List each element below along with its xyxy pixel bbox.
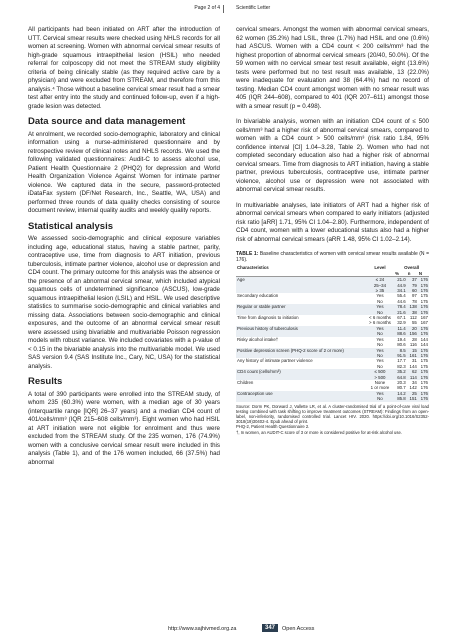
page-number: 347: [262, 624, 278, 632]
cell-total: 176: [418, 288, 429, 293]
cell-total: 176: [420, 379, 428, 385]
cell-percent: 78.4: [394, 304, 407, 309]
cell-n: 116: [409, 342, 417, 348]
cell-percent: 11.4: [394, 326, 407, 331]
cell-total: 176: [418, 283, 429, 288]
cell-level: None: [374, 379, 386, 385]
table-note-source: Source: Dorm PK, Dorward J, Vallette LR, et al. A cluster-randomised trial of a point-of-care viral load testing combined with task shifting to improve treatment outcomes (STREAM): Findings from an open-label, non-inferiority, randomised controlled trial. Lancet HIV. 2020. https://doi.org/10.1016/S2352-3018(19)30402-4. Epub ahead of print.: [236, 403, 429, 425]
section-heading-statistics: Statistical analysis: [28, 220, 114, 232]
cell-characteristic: Time from diagnosis to initiation: [237, 315, 299, 321]
cell-level: No: [366, 331, 394, 336]
cell-level: ≤ 500: [366, 369, 394, 374]
cell-level: ≤ 24: [366, 277, 394, 283]
baseline-characteristics-table: [236, 265, 429, 401]
cell-total: 144: [420, 342, 428, 348]
cell-total: 176: [418, 310, 429, 315]
cell-total: 176: [418, 277, 429, 283]
cell-level: Yes: [366, 326, 394, 331]
table-caption-label: TABLE 1:: [236, 251, 259, 257]
cell-total: 175: [420, 358, 428, 364]
cell-n: 34: [411, 379, 417, 385]
bivariable-paragraph: In bivariable analysis, women with an initiation CD4 count of ≤ 500 cells/mm³ had a higher risk of abnormal cervical smears, compared to women with a CD4 count > 500 cells/mm³ (risk ratio 1.84, 95% confidence interval [CI] 1.04–3.28, Table 2). Women who had not completed secondary education also had a higher risk of abnormal cervical smears. Time from diagnosis to ART initiation, having a stable partner, previous tuberculosis, contraceptive use, intimate partner violence, alcohol use or depression were not associated with abnormal cervical smear results.: [236, 118, 429, 193]
cell-percent: 44.6: [397, 298, 406, 304]
cell-level: Yes: [366, 348, 394, 353]
cell-level: No: [366, 396, 394, 401]
cell-total: 176: [418, 396, 429, 401]
col-header-overall: Overall: [404, 265, 420, 271]
cell-level: No: [366, 353, 394, 358]
cell-level: ≥ 35: [366, 288, 394, 293]
table-note-phq: PHQ-2, Patient Health Questionnaire 2.: [236, 424, 310, 430]
cell-total: 176: [418, 348, 429, 353]
cell-percent: 85.8: [394, 396, 407, 401]
cell-total: 176: [418, 353, 429, 358]
cell-percent: 35.2: [394, 369, 407, 374]
cell-level: No: [377, 298, 383, 304]
cell-level: No: [377, 363, 383, 369]
results-paragraph-continued: cervical smears. Amongst the women with abnormal cervical smears, 62 women (35.2%) had LSIL, three (1.7%) had HSIL and one (0.6%) had ASCUS. Women with a CD4 count < 200 cells/mm³ had the highest proportion of abnormal cervical smears (20/40, 50.0%). Of the 59 women with no cervical smear test result available, eight (13.6%) tests were performed but no test result was available, 13 (22.0%) were inadequate for evaluation and 38 (64.4%) had no record of testing. Median CD4 count amongst women with no smear result was 405 (IQR 244–608), compared to 401 (IQR 207–611) amongst those with a smear result (p = 0.498).: [236, 26, 429, 110]
results-paragraph: A total of 390 participants were enrolled into the STREAM study, of whom 235 (60.3%) were women, with a median age of 30 years (interquartile range [IQR] 26–37 years) and a median CD4 count of 401/cells/mm³ (IQR 215–608 cells/mm³). Eight women who had HSIL at ART initiation were not eligible for enrolment and thus were excluded from the STREAM study. Of the 235 women, 176 (74.9%) women with a conclusive cervical smear result were included in this analysis (Table 1), and of the 176 women included, 66 (37.5%) had abnormal: [28, 390, 220, 466]
cell-percent: 14.2: [394, 391, 407, 396]
cell-percent: 21.6: [394, 310, 407, 315]
table-notes: [236, 404, 429, 435]
right-column: [236, 26, 429, 435]
table-note-dagger: †, In women, an AUDIT-C score of 3 or more is considered positive for at-risk alcohol use.: [236, 429, 402, 435]
cell-n: 28: [411, 336, 417, 342]
col-header-n: n: [407, 271, 418, 277]
cell-level: 25–34: [366, 283, 394, 288]
multivariable-paragraph: In multivariable analyses, late initiators of ART had a higher risk of abnormal cervical smears when compared to early initiators (adjusted risk ratio [aRR] 1.71, 95% CI 1.04–2.80). Furthermore, independent of CD4 count, women with a lower educational status also had a higher risk of abnormal cervical smears (aRR 1.48, 95% CI 1.02–2.14).: [236, 201, 429, 243]
journal-section: Scientific Letter: [236, 5, 271, 11]
journal-url-link[interactable]: http://www.sajhivmed.org.za: [168, 626, 237, 632]
cell-total: 176: [418, 304, 429, 309]
cell-n: 79: [407, 283, 418, 288]
cell-n: 60: [407, 288, 418, 293]
cell-characteristic: Age: [236, 277, 366, 283]
cell-total: 176: [418, 331, 429, 336]
data-source-paragraph: At enrolment, we recorded socio-demographic, laboratory and clinical information using a nurse-administered questionnaire and by retrospective review of clinical notes and NHLS records. We used the following validated questionnaires: Audit-C to assess alcohol use, Patient Health Questionnaire 2 (PHQ2) for depression and World Health Organization Violence Against Women for intimate partner violence. We captured data in the secure, password-protected iDataFax system (DF/Net Research, Inc., Seattle, WA, USA) and performed three rounds of data quality checks consisting of source document review, internal quality audits and weekly quality reports.: [28, 130, 220, 214]
cell-n: 55: [411, 320, 417, 326]
cell-level: Yes: [376, 358, 384, 364]
cell-n: 112: [409, 315, 417, 321]
table-caption-text: Baseline characteristics of women with cervical smear results available (N = 176).: [236, 251, 430, 264]
cell-n: 114: [407, 375, 418, 380]
cell-n: 97: [411, 293, 417, 299]
cell-characteristic: Risky alcohol intake†: [237, 336, 279, 342]
cell-percent: 67.1: [397, 315, 406, 321]
cell-level: > 6 months: [369, 320, 391, 326]
cell-level: Yes: [376, 336, 384, 342]
cell-n: 25: [407, 391, 418, 396]
cell-percent: 17.7: [397, 358, 406, 364]
cell-n: 142: [409, 385, 417, 391]
col-header-characteristics: Characteristics: [237, 265, 269, 271]
cell-characteristic: [236, 396, 366, 401]
cell-percent: 8.5: [394, 348, 407, 353]
cell-level: > 500: [366, 375, 394, 380]
cell-percent: 21.0: [394, 277, 407, 283]
page-header: [0, 5, 453, 15]
page-footer: [0, 624, 453, 636]
cell-n: 156: [407, 331, 418, 336]
cell-n: 151: [407, 396, 418, 401]
cell-percent: 80.7: [397, 385, 406, 391]
cell-total: 176: [418, 326, 429, 331]
cell-percent: 34.1: [394, 288, 407, 293]
cell-percent: 32.9: [397, 320, 406, 326]
cell-characteristic: Positive depression screen (PHQ-2 score of 2 or more): [236, 348, 366, 353]
open-access-label: Open Access: [282, 626, 315, 632]
cell-percent: 88.6: [394, 331, 407, 336]
cell-level: 1 or more: [370, 385, 390, 391]
cell-characteristic: Secondary education: [237, 293, 279, 299]
cell-total: 175: [420, 363, 428, 369]
page-label: Page 2 of 4: [194, 5, 220, 11]
header-divider: [223, 5, 224, 13]
intro-paragraph: All participants had been initiated on ART after the introduction of UTT. Cervical smear results were checked using NHLS records for all women at screening. Women with abnormal cervical smear results of high-grade squamous intraepithelial lesion (HSIL) who needed referral for colposcopy did not meet the STREAM study eligibility criteria of being clinically stable (as they required active care by a physician) and were excluded from STREAM, and therefore from this analysis.⁴ Those without a baseline cervical smear result had a smear test after entry into the study and continued follow-up, even if a high-grade lesion was detected.: [28, 26, 220, 110]
cell-characteristic: Children: [237, 379, 254, 385]
cell-percent: 64.8: [394, 375, 407, 380]
cell-total: 176: [420, 385, 428, 391]
cell-percent: 80.6: [397, 342, 406, 348]
cell-percent: 82.3: [397, 363, 406, 369]
cell-n: 37: [407, 277, 418, 283]
cell-level: < 6 months: [369, 315, 391, 321]
col-header-level: Level: [374, 265, 386, 271]
cell-total: 176: [418, 369, 429, 374]
cell-n: 31: [411, 358, 417, 364]
section-heading-results: Results: [28, 376, 63, 387]
cell-total: 176: [418, 391, 429, 396]
cell-n: 15: [407, 348, 418, 353]
cell-characteristic: Any history of intimate partner violence: [237, 358, 313, 364]
cell-total: 175: [420, 298, 428, 304]
table-caption: [236, 251, 429, 263]
cell-n: 161: [407, 353, 418, 358]
cell-total: 176: [418, 375, 429, 380]
cell-n: 38: [407, 310, 418, 315]
cell-percent: 91.5: [394, 353, 407, 358]
cell-characteristic: Regular or stable partner: [236, 304, 366, 309]
col-header-percent: %: [394, 271, 407, 277]
cell-level: No: [377, 342, 383, 348]
cell-total: 144: [420, 336, 428, 342]
cell-n: 138: [407, 304, 418, 309]
cell-level: Yes: [366, 391, 394, 396]
cell-level: No: [366, 310, 394, 315]
statistics-paragraph: We assessed socio-demographic and clinical exposure variables including age, educational status, having a stable partner, parity, contraceptive use, time from diagnosis to ART initiation, previous tuberculosis, intimate partner violence, alcohol use or depression and CD4 count. The primary outcome for this analysis was the absence or the presence of an abnormal cervical smear, which included atypical squamous cells of undetermined significance (ASCUS), low-grade squamous intraepithelial lesion (LSIL) and HSIL. We used descriptive statistics to summarise socio-demographic and clinical variables and missing data. Associations between socio-demographic and clinical exposures, and the outcome of an abnormal cervical smear result were assessed using bivariable and multivariable Poisson regression models with robust variance. We included covariates with a p-value of < 0.15 in the bivariable analysis into the multivariable model. We used SAS version 9.4 (SAS Institute Inc., Cary, NC, USA) for the statistical analysis.: [28, 235, 220, 370]
cell-percent: 19.4: [397, 336, 406, 342]
cell-level: Yes: [376, 293, 384, 299]
left-column: [28, 26, 220, 474]
cell-percent: 44.9: [394, 283, 407, 288]
cell-characteristic: CD4 count (cells/mm³): [236, 369, 366, 374]
cell-percent: 55.4: [397, 293, 406, 299]
cell-n: 62: [407, 369, 418, 374]
section-heading-data-source: Data source and data management: [28, 116, 186, 127]
table-row: [236, 396, 429, 401]
cell-total: 175: [420, 293, 428, 299]
cell-n: 144: [409, 363, 417, 369]
cell-n: 20: [407, 326, 418, 331]
cell-total: 167: [420, 320, 428, 326]
cell-characteristic: Previous history of tuberculosis: [236, 326, 366, 331]
cell-total: 167: [420, 315, 428, 321]
col-header-total: N: [418, 271, 429, 277]
cell-percent: 20.3: [397, 379, 406, 385]
cell-level: Yes: [366, 304, 394, 309]
cell-n: 78: [411, 298, 417, 304]
cell-characteristic: Contraception use: [236, 391, 366, 396]
